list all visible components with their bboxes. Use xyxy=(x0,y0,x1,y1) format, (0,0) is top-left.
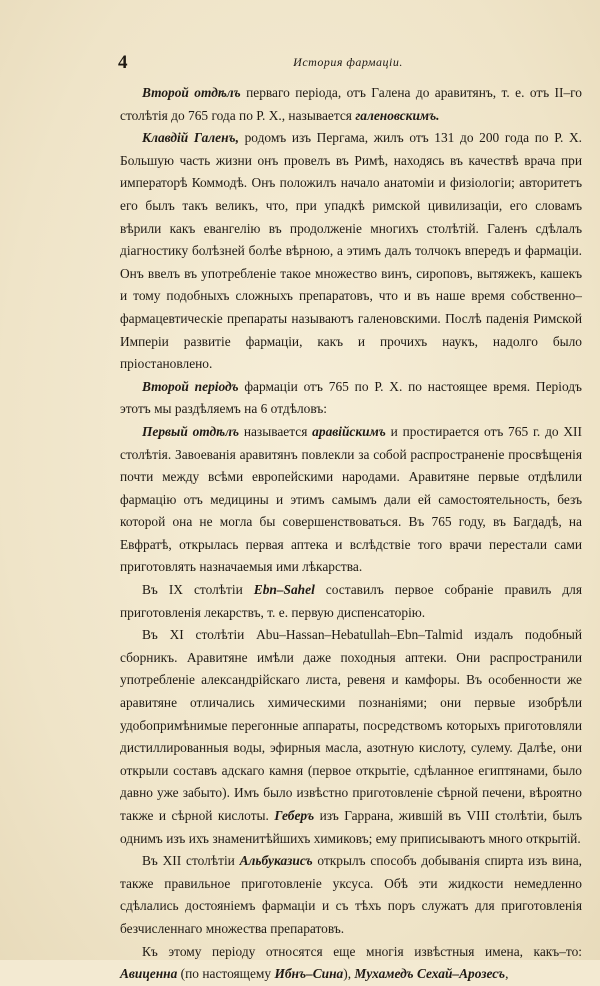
paragraph xyxy=(120,941,582,986)
emphasis-run: Клавдій Галенъ, xyxy=(142,130,239,146)
text-run: , xyxy=(505,966,509,982)
emphasis-run: Второй періодъ xyxy=(142,378,239,394)
paragraph xyxy=(120,850,582,940)
emphasis-run: Первый отдѣлъ xyxy=(142,423,240,439)
text-run: родомъ изъ Пергама, жилъ отъ 131 до 200 года по Р. Х. Большую часть жизни онъ провелъ въ Римѣ, находясь въ качествѣ врача при императорѣ Коммодѣ. Онъ положилъ начало анатоміи и физіологіи; авторитетъ его былъ такъ великъ, что, при упадкѣ римской цивилизаціи, его словамъ вѣрили какъ евангелію въ продолженіе многихъ столѣтій. Галенъ сдѣлалъ діагностику болѣзней болѣе вѣрною, а этимъ далъ толчокъ впередъ и фармаціи. Онъ ввелъ въ употребленіе такое множество винъ, сироповъ, вытяжекъ, кашекъ и тому подобныхъ сложныхъ препаратовъ, что и въ наше время собственно–фармацевтическіе препараты называютъ галеновскими. Послѣ паденія Римской Имперіи развитіе фармаціи, какъ и прочихъ наукъ, надолго было пріостановлено. xyxy=(120,130,583,372)
emphasis-run: Геберъ xyxy=(274,808,315,823)
emphasis-run: Авиценна xyxy=(120,966,178,982)
text-run: Въ XII столѣтіи xyxy=(142,853,240,869)
paragraph xyxy=(120,421,582,579)
emphasis-run: галеновскимъ. xyxy=(355,107,440,123)
paragraph xyxy=(120,624,582,850)
body-text xyxy=(120,82,582,986)
paragraph xyxy=(120,376,582,421)
text-run: и простирается отъ 765 г. до XII столѣтія. Завоеванія аравитянъ повлекли за собой распространеніе просвѣщенія почти между всѣми европейскими народами. Аравитяне первые отдѣлили фармацію отъ медицины и этимъ самымъ дали ей самостоятельность, безъ которой она не могла бы совершенствоваться. Въ 765 году, въ Багдадѣ, на Евфратѣ, открылась первая аптека и вслѣдствіе того врачи перестали сами приготовлять назначаемыя ими лѣкарства. xyxy=(120,423,582,575)
text-run: называется xyxy=(239,423,313,439)
page-header xyxy=(118,52,578,72)
text-run: составилъ первое собраніе правилъ для приготовленія лекарствъ, т. е. первую диспенсаторію. xyxy=(120,582,582,620)
text-run: (по настоящему xyxy=(177,966,275,982)
emphasis-run: Ebn–Sahel xyxy=(253,582,315,598)
text-run: перваго періода, отъ Галена до аравитянъ, т. е. отъ II–го столѣтія до 765 года по Р. Х., называется xyxy=(120,85,582,123)
text-run: Къ этому періоду относятся еще многія извѣстныя имена, какъ–то: xyxy=(142,943,582,959)
running-title: История фармаціи. xyxy=(293,55,403,69)
emphasis-run: аравійскимъ xyxy=(312,423,386,439)
emphasis-run: Ибнъ–Сина xyxy=(274,966,344,982)
text-run: Въ IX столѣтіи xyxy=(142,582,254,598)
page-number: 4 xyxy=(118,52,128,73)
text-run: Въ XI столѣтіи Abu–Hassan–Hebatullah–Ebn–Talmid издалъ подобный сборникъ. Аравитяне имѣли даже походныя аптеки. Они распространили употребленіе александрійскаго листа, ревеня и камфоры. Въ особенности же аравитяне отличались химическими познаніями; они первые изобрѣли удобопримѣнимые перегонные аппараты, посредствомъ которыхъ приготовляли дистиллированныя воды, эфирныя масла, азотную кислоту, сулему. Далѣе, они открыли составъ адскаго камня (первое открытіе, сдѣланное египтянами, было давно уже забыто). Имъ было извѣстно приготовленіе сѣрной печени, вѣроятно также и сѣрной кислоты. xyxy=(120,627,582,823)
text-run: фармаціи отъ 765 по Р. Х. по настоящее время. Періодъ этотъ мы раздѣляемъ на 6 отдѣловъ: xyxy=(120,378,582,417)
text-run: открылъ способъ добыванія спирта изъ вина, также правильное приготовленіе уксуса. Обѣ эти жидкости немедленно сдѣлались достояніемъ фармаціи и съ тѣхъ поръ служатъ для приготовленія безчисленнаго множества препаратовъ. xyxy=(120,853,582,936)
text-run: ), xyxy=(343,966,355,982)
paragraph xyxy=(120,579,582,624)
paragraph xyxy=(120,82,582,127)
emphasis-run: Второй отдѣлъ xyxy=(142,85,241,100)
paragraph xyxy=(120,127,582,376)
text-run: изъ Гаррана, жившій въ VIII столѣтіи, былъ однимъ изъ ихъ знаменитѣйшихъ химиковъ; ему приписываютъ много открытій. xyxy=(120,808,583,846)
emphasis-run: Альбуказисъ xyxy=(239,853,313,869)
emphasis-run: Мухамедъ Сехай–Арозесъ xyxy=(354,966,506,982)
